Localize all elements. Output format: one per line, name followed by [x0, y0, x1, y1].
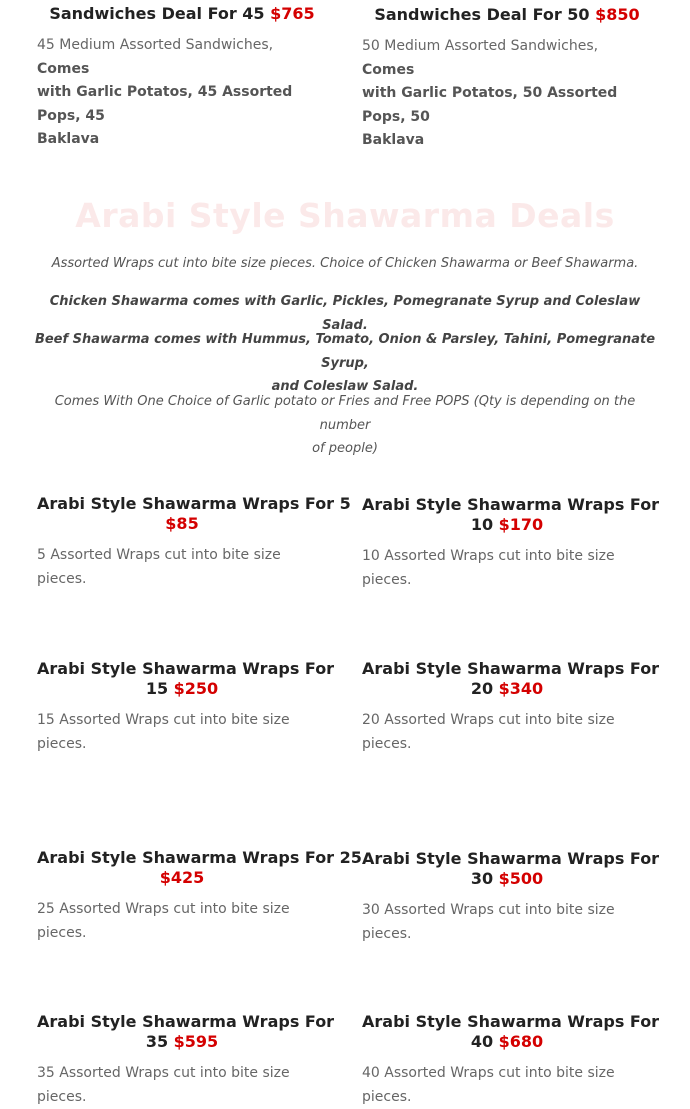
deal-description: 10 Assorted Wraps cut into bite size pieces. [362, 548, 615, 588]
deal-price: $425 [159, 868, 205, 887]
deal-price: $680 [498, 1032, 544, 1051]
deal-card-sandwich-50 [362, 5, 652, 153]
deal-title: Arabi Style Shawarma Wraps For 10 $170 [362, 495, 660, 534]
deal-card-wraps-25 [37, 848, 362, 945]
deal-title: Arabi Style Shawarma Wraps For 15 $250 [37, 659, 335, 698]
deal-card-sandwich-45 [37, 4, 327, 152]
deal-card-wraps-40 [362, 1012, 660, 1109]
deal-description: 45 Medium Assorted Sandwiches, Comes with Garlic Potatos, 45 Assorted Pops, 45 Baklava [37, 37, 293, 147]
deal-card-wraps-10 [362, 495, 660, 592]
deal-title-text: Sandwiches Deal For 45 [49, 4, 265, 23]
deal-description: 30 Assorted Wraps cut into bite size pieces. [362, 902, 615, 942]
deal-title: Arabi Style Shawarma Wraps For 25 $425 [37, 848, 362, 887]
intro-line-choice: Assorted Wraps cut into bite size pieces. Choice of Chicken Shawarma or Beef Shawarma. [51, 256, 639, 271]
intro-line-chicken: Chicken Shawarma comes with Garlic, Pickles, Pomegranate Syrup and Coleslaw Salad. [49, 294, 641, 333]
deal-description: 40 Assorted Wraps cut into bite size pieces. [362, 1065, 615, 1105]
section-heading: Arabi Style Shawarma Deals [75, 196, 615, 235]
deal-description: 15 Assorted Wraps cut into bite size pieces. [37, 712, 290, 752]
deal-description: 50 Medium Assorted Sandwiches, Comes with Garlic Potatos, 50 Assorted Pops, 50 Baklava [362, 38, 618, 148]
deal-price: $765 [270, 4, 315, 23]
deal-card-wraps-20 [362, 659, 660, 756]
deal-price: $340 [498, 679, 544, 698]
deal-description: 25 Assorted Wraps cut into bite size pieces. [37, 901, 290, 941]
deal-description: 35 Assorted Wraps cut into bite size pieces. [37, 1065, 290, 1105]
deal-price: $170 [498, 515, 544, 534]
deal-title: Arabi Style Shawarma Wraps For 30 $500 [362, 849, 660, 888]
deal-title: Arabi Style Shawarma Wraps For 5 $85 [37, 494, 351, 533]
deal-card-wraps-30 [362, 849, 660, 946]
deal-title [362, 5, 652, 25]
deal-price: $500 [498, 869, 544, 888]
deal-title: Arabi Style Shawarma Wraps For 40 $680 [362, 1012, 660, 1051]
intro-line-sides: Comes With One Choice of Garlic potato or Fries and Free POPS (Qty is depending on the number of people) [54, 394, 636, 456]
deal-card-wraps-15 [37, 659, 335, 756]
deal-title [37, 4, 327, 24]
deal-price: $595 [173, 1032, 219, 1051]
deal-price: $250 [173, 679, 219, 698]
deal-title: Arabi Style Shawarma Wraps For 35 $595 [37, 1012, 335, 1051]
deal-description: 20 Assorted Wraps cut into bite size pieces. [362, 712, 615, 752]
deal-price: $85 [165, 514, 199, 533]
deal-title-text: Sandwiches Deal For 50 [374, 5, 590, 24]
deal-price: $850 [595, 5, 640, 24]
deal-title: Arabi Style Shawarma Wraps For 20 $340 [362, 659, 660, 698]
deal-card-wraps-35 [37, 1012, 335, 1109]
intro-line-beef: Beef Shawarma comes with Hummus, Tomato, Onion & Parsley, Tahini, Pomegranate Syrup, and Coleslaw Salad. [34, 332, 656, 394]
deal-description: 5 Assorted Wraps cut into bite size pieces. [37, 547, 281, 587]
deal-card-wraps-5 [37, 494, 351, 591]
